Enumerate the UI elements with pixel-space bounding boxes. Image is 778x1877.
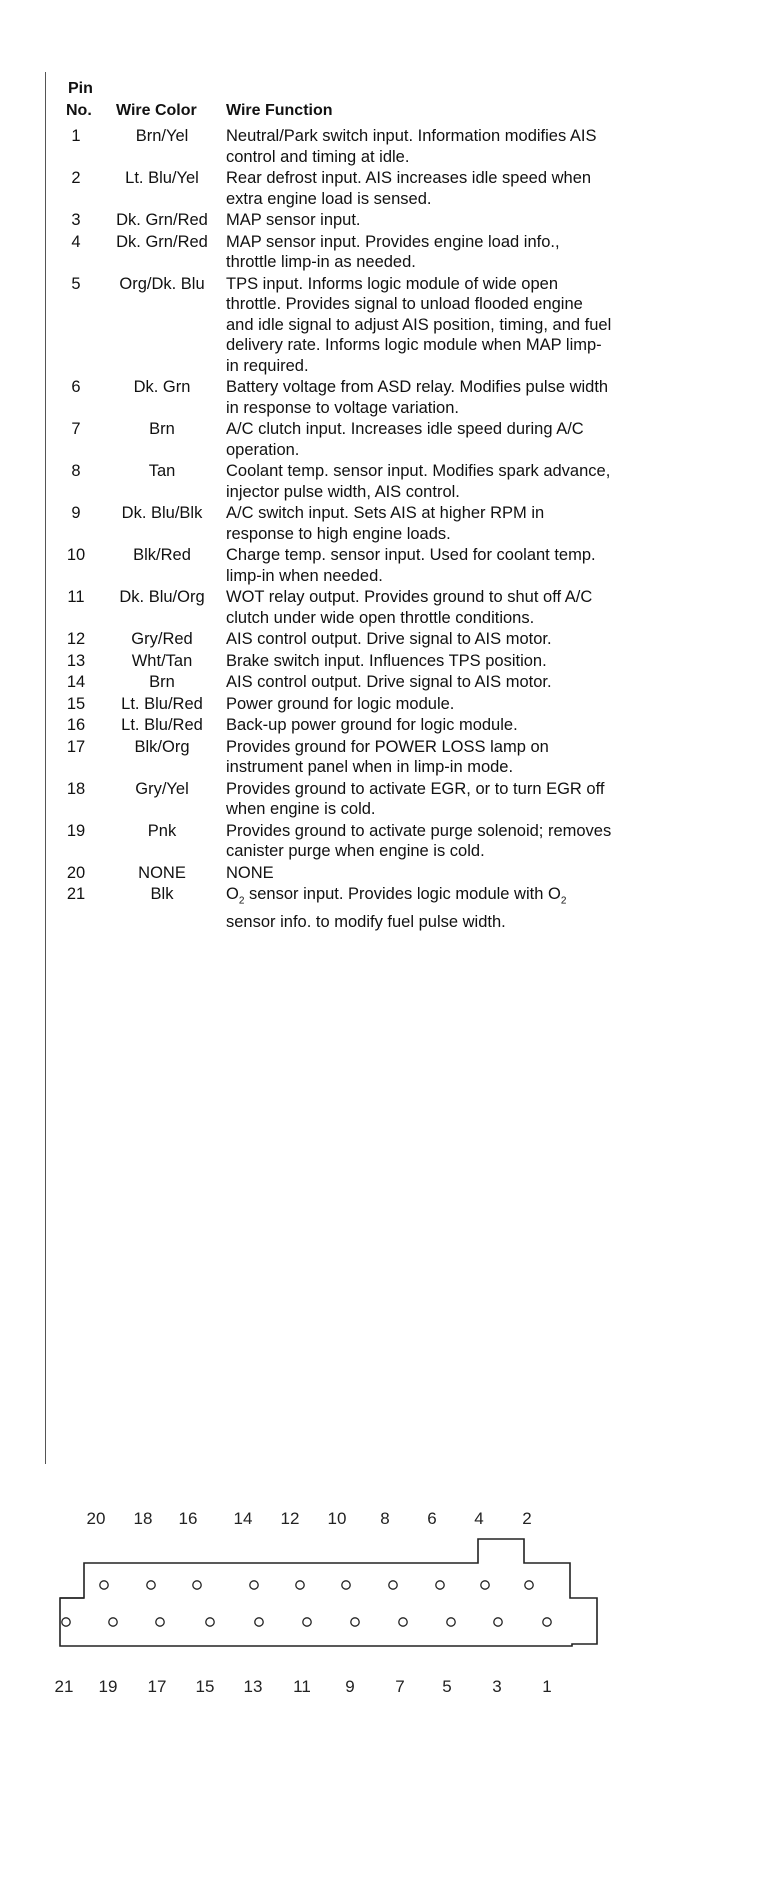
connector-pin [156, 1618, 164, 1626]
wire-color: Dk. Grn/Red [116, 232, 208, 251]
pin-label: 13 [243, 1677, 263, 1696]
wire-function: Rear defrost input. AIS increases idle speed when extra engine load is sensed. [226, 169, 592, 208]
connector-pin [525, 1581, 533, 1589]
pin-label: 8 [380, 1509, 390, 1528]
wire-function-part: 2 [560, 895, 567, 907]
pin-label: 16 [178, 1509, 198, 1528]
pin-number: 12 [66, 630, 86, 648]
wire-color: Blk/Org [134, 737, 190, 756]
connector-pin [100, 1581, 108, 1589]
pin-number: 7 [71, 420, 81, 438]
wire-function: AIS control output. Drive signal to AIS motor. [226, 673, 552, 691]
wire-function: WOT relay output. Provides ground to shut off A/C clutch under wide open throttle conditions. [226, 588, 593, 627]
pin-label: 7 [395, 1677, 405, 1696]
wire-function-part: O [226, 885, 239, 903]
connector-outline [60, 1539, 597, 1646]
pin-number: 16 [66, 716, 86, 734]
pin-number: 2 [71, 169, 81, 187]
wire-function: AIS control output. Drive signal to AIS motor. [226, 630, 552, 648]
wire-function-part: sensor input. Provides logic module with O [244, 885, 561, 903]
header-wire-color: Wire Color [116, 102, 197, 119]
connector-bottom-labels [55, 1677, 552, 1696]
wire-function: Battery voltage from ASD relay. Modifies pulse width in response to voltage variation. [226, 378, 609, 417]
wire-color: Org/Dk. Blu [119, 274, 205, 293]
wire-color: Gry/Yel [135, 779, 189, 798]
wire-function: MAP sensor input. Provides engine load info., throttle limp-in as needed. [226, 232, 560, 271]
wire-function-part: 2 [238, 895, 245, 907]
pin-number: 10 [66, 546, 86, 564]
wire-function: Power ground for logic module. [226, 694, 455, 713]
connector-pin [351, 1618, 359, 1626]
header-pin-line1: Pin [68, 80, 93, 97]
pin-number: 4 [71, 232, 81, 251]
header-wire-function: Wire Function [226, 102, 333, 119]
connector-top-pins [100, 1581, 533, 1589]
connector-pin [255, 1618, 263, 1626]
pin-label: 19 [98, 1677, 118, 1696]
connector-pin [389, 1581, 397, 1589]
pin-label: 4 [474, 1509, 484, 1528]
pin-number: 11 [67, 588, 85, 606]
wire-color: Lt. Blu/Red [121, 716, 203, 734]
pin-number: 1 [71, 127, 81, 145]
wire-color: Dk. Grn [133, 378, 191, 396]
pin-number: 21 [66, 885, 86, 903]
pin-number: 9 [71, 504, 81, 522]
connector-pin [109, 1618, 117, 1626]
pin-number: 15 [66, 694, 86, 713]
pin-label: 3 [492, 1677, 502, 1696]
pin-label: 14 [233, 1509, 253, 1528]
connector-pin [447, 1618, 455, 1626]
wire-function: Provides ground to activate purge solenoid; removes canister purge when engine is cold. [226, 821, 612, 860]
pin-label: 10 [327, 1509, 347, 1528]
pin-number: 19 [66, 821, 86, 840]
pin-number: 6 [71, 378, 81, 396]
wire-color: Gry/Red [131, 630, 193, 648]
wire-function-part: sensor info. to modify fuel pulse width. [226, 912, 506, 931]
connector-pin [494, 1618, 502, 1626]
connector-pin [147, 1581, 155, 1589]
pin-label: 15 [195, 1677, 215, 1696]
connector-pin [436, 1581, 444, 1589]
wire-function: Back-up power ground for logic module. [226, 716, 518, 734]
pin-number: 18 [66, 779, 86, 798]
connector-top-labels [87, 1509, 532, 1528]
wire-color: Lt. Blu/Yel [125, 169, 199, 187]
header-pin-line2: No. [66, 102, 92, 119]
connector-pin [399, 1618, 407, 1626]
wire-color: Brn/Yel [135, 127, 189, 145]
wire-function: NONE [226, 863, 274, 882]
wire-function: Charge temp. sensor input. Used for coolant temp. limp-in when needed. [226, 546, 596, 585]
wire-color: Pnk [147, 821, 177, 840]
connector-pin [206, 1618, 214, 1626]
pin-label: 2 [522, 1509, 532, 1528]
wire-color: Tan [148, 462, 176, 480]
connector-pin [342, 1581, 350, 1589]
connector-pin [250, 1581, 258, 1589]
pin-number: 20 [66, 863, 86, 882]
pin-number: 3 [71, 211, 81, 229]
connector-pin [193, 1581, 201, 1589]
connector-pin [296, 1581, 304, 1589]
pin-number: 13 [66, 651, 86, 670]
pin-number: 17 [66, 737, 86, 756]
wire-color: Brn [149, 420, 175, 438]
wire-function: MAP sensor input. [226, 211, 361, 229]
pin-label: 18 [133, 1509, 153, 1528]
pin-label: 17 [147, 1677, 167, 1696]
pin-label: 12 [280, 1509, 300, 1528]
pin-label: 5 [442, 1677, 452, 1696]
pin-label: 1 [542, 1677, 552, 1696]
wire-color: Dk. Blu/Org [119, 588, 205, 606]
wire-function: Neutral/Park switch input. Information modifies AIS control and timing at idle. [226, 127, 597, 166]
wire-function: A/C switch input. Sets AIS at higher RPM in response to high engine loads. [226, 504, 545, 543]
connector-bottom-pins [62, 1618, 551, 1626]
wire-function: TPS input. Informs logic module of wide open throttle. Provides signal to unload flooded engine and idle signal to adjust AIS position, timing, and fuel delivery rate. Informs logic module when MAP limp-in required. [226, 274, 612, 375]
pin-label: 20 [86, 1509, 106, 1528]
wire-color: Dk. Grn/Red [116, 211, 208, 229]
wire-color: Wht/Tan [131, 651, 193, 670]
pin-number: 8 [71, 462, 81, 480]
connector-pin [481, 1581, 489, 1589]
wire-function: Provides ground to activate EGR, or to turn EGR off when engine is cold. [226, 779, 605, 818]
pin-number: 5 [71, 274, 81, 293]
connector-pin [62, 1618, 70, 1626]
connector-pin [303, 1618, 311, 1626]
wire-function: Coolant temp. sensor input. Modifies spark advance, injector pulse width, AIS control. [226, 462, 611, 501]
pin-number: 14 [66, 673, 86, 691]
wire-color: NONE [138, 863, 186, 882]
wire-function: Provides ground for POWER LOSS lamp on instrument panel when in limp-in mode. [226, 737, 549, 776]
wire-color: Dk. Blu/Blk [121, 504, 203, 522]
wire-color: Lt. Blu/Red [121, 694, 203, 713]
pin-label: 6 [427, 1509, 437, 1528]
wire-function: A/C clutch input. Increases idle speed during A/C operation. [226, 420, 584, 459]
pin-label: 11 [293, 1677, 311, 1696]
pin-label: 9 [345, 1677, 355, 1696]
wire-color: Brn [149, 673, 175, 691]
pin-label: 21 [54, 1677, 74, 1696]
wire-color: Blk [150, 885, 174, 903]
wire-color: Blk/Red [133, 546, 191, 564]
connector-pin [543, 1618, 551, 1626]
wire-function: Brake switch input. Influences TPS position. [226, 651, 547, 670]
